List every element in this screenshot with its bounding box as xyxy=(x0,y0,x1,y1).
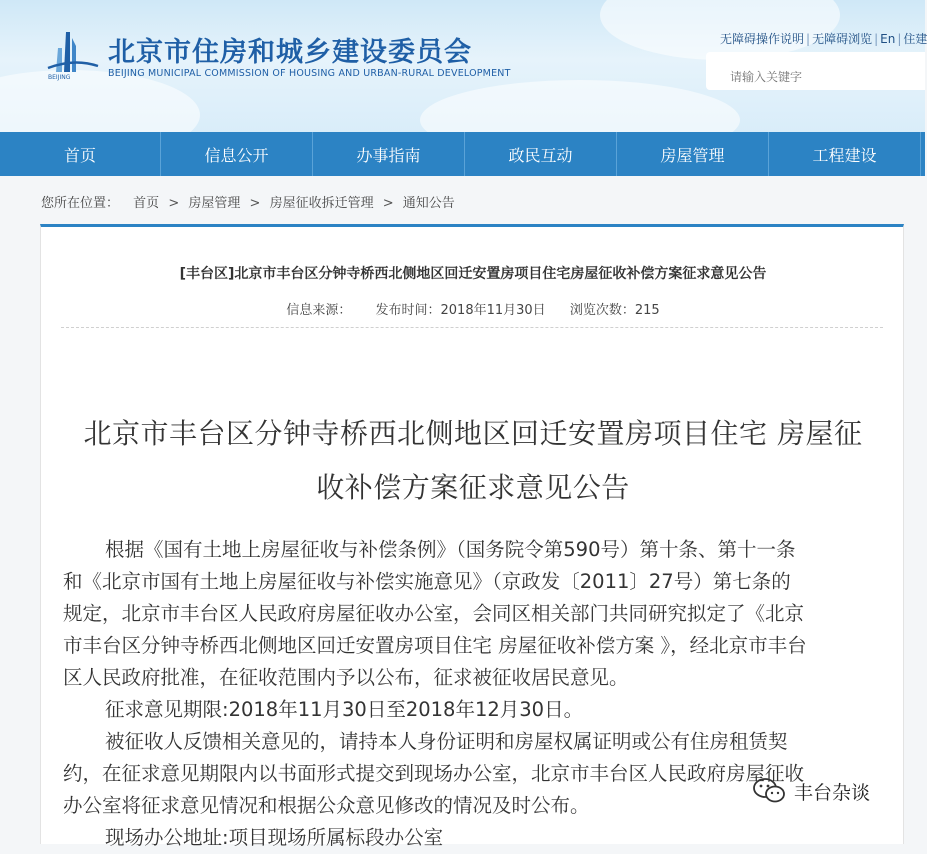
body-line: 现场办公地址:项目现场所属标段办公室 xyxy=(105,826,444,849)
breadcrumb-item-housing[interactable]: 房屋管理 xyxy=(188,196,241,211)
watermark-text: 丰台杂谈 xyxy=(794,781,871,804)
wechat-watermark xyxy=(752,775,870,807)
article-heading xyxy=(41,407,905,515)
accessible-browse-link[interactable]: 无障碍浏览 xyxy=(812,32,873,46)
top-links xyxy=(720,30,927,47)
article-publish-time: 发布时间：2018年11月30日 xyxy=(375,303,546,318)
breadcrumb-separator: > xyxy=(168,196,180,211)
nav-item-info-disclosure[interactable]: 信息公开 xyxy=(161,132,313,176)
breadcrumb-item-notices[interactable]: 通知公告 xyxy=(402,196,455,211)
site-header xyxy=(0,0,925,132)
breadcrumb-separator: > xyxy=(382,196,394,211)
body-line: 办公室将征求意见情况和根据公众意见修改的情况及时公布。 xyxy=(63,794,590,817)
body-line: 根据《国有土地上房屋征收与补偿条例》（国务院令第590号）第十条、第十一条 xyxy=(105,538,796,561)
nav-item-service-guide[interactable]: 办事指南 xyxy=(313,132,465,176)
housing-link[interactable]: 住建 xyxy=(903,32,927,46)
breadcrumb-item-home[interactable]: 首页 xyxy=(133,196,160,211)
link-separator: | xyxy=(806,32,811,46)
body-line: 征求意见期限:2018年11月30日至2018年12月30日。 xyxy=(105,698,584,721)
breadcrumb-separator: > xyxy=(249,196,261,211)
nav-item-engineering[interactable]: 工程建设 xyxy=(769,132,921,176)
article-source: 信息来源： xyxy=(286,303,352,318)
body-line: 约，在征求意见期限内以书面形式提交到现场办公室，北京市丰台区人民政府房屋征收 xyxy=(63,762,805,785)
divider xyxy=(61,327,883,328)
commission-logo-icon[interactable] xyxy=(44,28,102,80)
wechat-icon xyxy=(752,777,786,805)
article-views: 浏览次数：215 xyxy=(569,303,660,318)
breadcrumb-label: 您所在位置： xyxy=(41,196,120,211)
breadcrumb xyxy=(41,192,455,211)
article-meta xyxy=(41,299,905,318)
nav-item-home[interactable]: 首页 xyxy=(0,132,161,176)
main-nav xyxy=(0,132,925,176)
accessibility-guide-link[interactable]: 无障碍操作说明 xyxy=(720,32,805,46)
body-line: 规定，北京市丰台区人民政府房屋征收办公室，会同区相关部门共同研究拟定了《北京 xyxy=(63,602,805,625)
body-line: 市丰台区分钟寺桥西北侧地区回迁安置房项目住宅 房屋征收补偿方案 》，经北京市丰台 xyxy=(63,634,807,657)
article-heading-line: 北京市丰台区分钟寺桥西北侧地区回迁安置房项目住宅 房屋征 xyxy=(83,417,863,450)
link-separator: | xyxy=(897,32,902,46)
body-line: 区人民政府批准，在征收范围内予以公布，征求被征收居民意见。 xyxy=(63,666,629,689)
org-name-en: BEIJING MUNICIPAL COMMISSION OF HOUSING AND URBAN-RURAL DEVELOPMENT xyxy=(108,68,511,79)
body-line: 和《北京市国有土地上房屋征收与补偿实施意见》（京政发〔2011〕27号）第七条的 xyxy=(63,570,791,593)
nav-item-interaction[interactable]: 政民互动 xyxy=(465,132,617,176)
search-input[interactable] xyxy=(706,52,925,90)
nav-item-housing-management[interactable]: 房屋管理 xyxy=(617,132,769,176)
body-line: 被征收人反馈相关意见的，请持本人身份证明和房屋权属证明或公有住房租赁契 xyxy=(105,730,788,753)
breadcrumb-item-expropriation[interactable]: 房屋征收拆迁管理 xyxy=(269,196,374,211)
org-name[interactable]: 北京市住房和城乡建设委员会 xyxy=(108,37,472,68)
article-heading-line: 收补偿方案征求意见公告 xyxy=(316,471,630,504)
article-title: [丰台区]北京市丰台区分钟寺桥西北侧地区回迁安置房项目住宅房屋征收补偿方案征求意见公告 xyxy=(179,266,767,282)
link-separator: | xyxy=(874,32,879,46)
logo-caption: BEIJING xyxy=(48,74,71,81)
english-link[interactable]: En xyxy=(880,32,896,46)
article-container xyxy=(40,224,904,849)
